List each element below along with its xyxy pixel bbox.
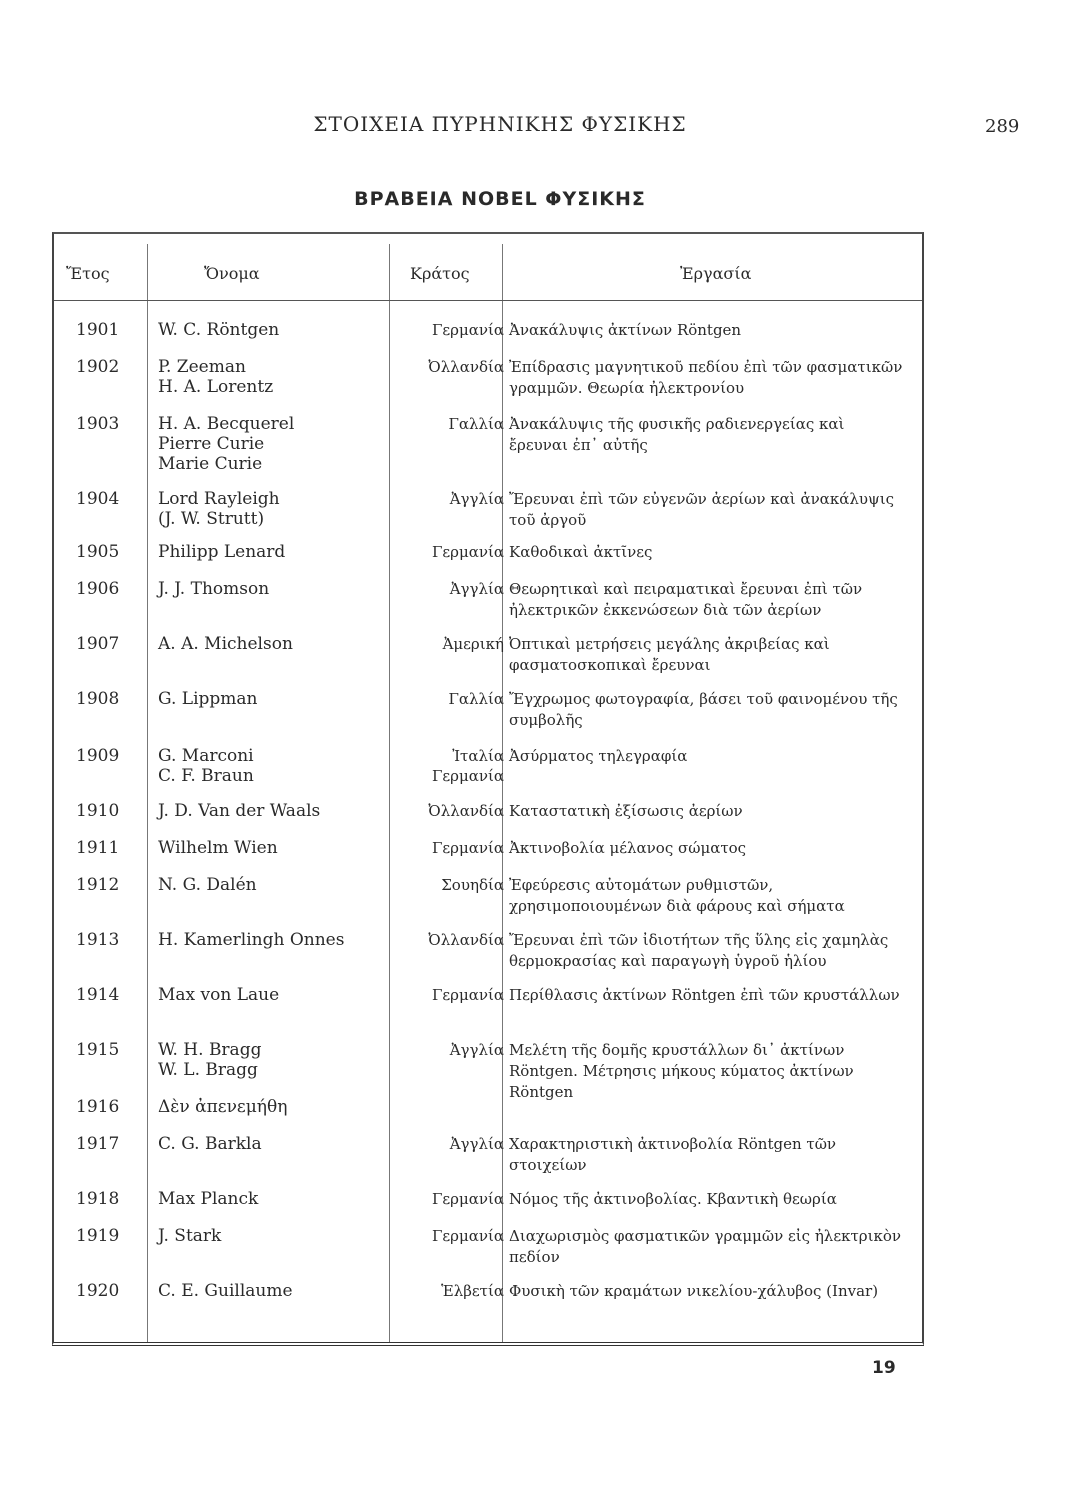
year-cell: 1902 — [76, 357, 120, 377]
year-cell: 1907 — [76, 634, 120, 654]
country-cell — [384, 1226, 504, 1246]
country-cell — [384, 801, 504, 821]
country-name: Γαλλία — [448, 690, 504, 708]
work-cell: Χαρακτηριστικὴ ἀκτινοβολία Röntgen τῶν στοιχείων — [509, 1135, 837, 1174]
laureate-name: H. A. Lorentz — [158, 377, 274, 397]
header-name: Ὄνομα — [204, 264, 260, 283]
laureate-name: C. F. Braun — [158, 766, 254, 786]
country-cell — [384, 985, 504, 1005]
country-name: Γερμανία — [431, 543, 504, 561]
name-cell — [158, 489, 392, 529]
work-cell: Ἐπίδρασις μαγνητικοῦ πεδίου ἐπὶ τῶν φασματικῶν γραμμῶν. Θεωρία ἠλεκτρονίου — [509, 358, 903, 397]
country-name: Ὀλλανδία — [428, 802, 504, 820]
country-cell — [384, 489, 504, 509]
name-cell — [158, 746, 392, 786]
name-cell — [158, 357, 392, 397]
nobel-table — [52, 232, 924, 1346]
work-cell: Ἀκτινοβολία μέλανος σώματος — [509, 839, 747, 857]
header-rule — [54, 300, 922, 301]
laureate-name: Lord Rayleigh — [158, 489, 280, 509]
year-cell: 1919 — [76, 1226, 120, 1246]
country-cell — [384, 875, 504, 895]
country-cell — [384, 357, 504, 377]
laureate-name: J. J. Thomson — [158, 579, 270, 599]
laureate-name: J. D. Van der Waals — [158, 801, 321, 821]
work-cell: Καταστατικὴ ἐξίσωσις ἀερίων — [509, 802, 743, 820]
year-cell: 1908 — [76, 689, 120, 709]
country-cell — [384, 320, 504, 340]
country-name: Γερμανία — [431, 767, 504, 785]
work-cell: Ἀνακάλυψις ἀκτίνων Röntgen — [509, 321, 742, 339]
work-cell: Ἔρευναι ἐπὶ τῶν εὐγενῶν ἀερίων καὶ ἀνακάλυψις τοῦ ἀργοῦ — [509, 490, 894, 529]
column-divider — [502, 244, 503, 1342]
laureate-name: Wilhelm Wien — [158, 838, 278, 858]
name-cell — [158, 801, 392, 821]
name-cell — [158, 1226, 392, 1246]
table-title: ΒΡΑΒΕΙΑ NOBEL ΦΥΣΙΚΗΣ — [354, 188, 646, 210]
laureate-name: W. L. Bragg — [158, 1060, 258, 1080]
country-name: Ἀγγλία — [449, 490, 504, 508]
name-cell — [158, 1189, 392, 1209]
name-cell — [158, 1134, 392, 1154]
running-head: ΣΤΟΙΧΕΙΑ ΠΥΡΗΝΙΚΗΣ ΦΥΣΙΚΗΣ — [313, 112, 687, 136]
column-divider — [147, 244, 148, 1342]
country-name: Γερμανία — [431, 839, 504, 857]
year-cell: 1914 — [76, 985, 120, 1005]
country-name: Ὀλλανδία — [428, 358, 504, 376]
country-name: Γερμανία — [431, 986, 504, 1004]
year-cell: 1909 — [76, 746, 120, 766]
work-cell: Θεωρητικαὶ καὶ πειραματικαὶ ἔρευναι ἐπὶ τῶν ἠλεκτρικῶν ἐκκενώσεων διὰ τῶν ἀερίων — [509, 580, 863, 619]
country-name: Ἀγγλία — [449, 1041, 504, 1059]
work-cell: Ἔγχρωμος φωτογραφία, βάσει τοῦ φαινομένου τῆς συμβολῆς — [509, 690, 898, 729]
country-name: Ἀγγλία — [449, 1135, 504, 1153]
laureate-name: Max Planck — [158, 1189, 259, 1209]
year-cell: 1915 — [76, 1040, 120, 1060]
name-cell — [158, 985, 392, 1005]
page-number: 289 — [985, 116, 1020, 137]
laureate-name: Marie Curie — [158, 454, 263, 474]
country-cell — [384, 579, 504, 599]
work-cell: Ὀπτικαὶ μετρήσεις μεγάλης ἀκριβείας καὶ φασματοσκοπικαὶ ἔρευναι — [509, 635, 830, 674]
country-cell — [384, 746, 504, 786]
country-cell — [384, 1281, 504, 1301]
name-cell — [158, 689, 392, 709]
country-name: Γερμανία — [431, 321, 504, 339]
country-cell — [384, 1040, 504, 1060]
year-cell: 1910 — [76, 801, 120, 821]
laureate-name: G. Marconi — [158, 746, 254, 766]
work-cell: Μελέτη τῆς δομῆς κρυστάλλων δι᾽ ἀκτίνων Röntgen. Μέτρησις μήκους κύματος ἀκτίνων Röntgen — [509, 1041, 854, 1101]
laureate-name: W. H. Bragg — [158, 1040, 262, 1060]
laureate-name: Philipp Lenard — [158, 542, 286, 562]
year-cell: 1904 — [76, 489, 120, 509]
country-cell — [384, 689, 504, 709]
work-cell: Ἔρευναι ἐπὶ τῶν ἰδιοτήτων τῆς ὕλης εἰς χαμηλὰς θερμοκρασίας καὶ παραγωγὴ ὑγροῦ ἡλίου — [509, 931, 889, 970]
signature-number: 19 — [872, 1358, 896, 1378]
laureate-name: Pierre Curie — [158, 434, 265, 454]
name-cell — [158, 634, 392, 654]
year-cell: 1916 — [76, 1097, 120, 1117]
work-cell: Διαχωρισμὸς φασματικῶν γραμμῶν εἰς ἠλεκτρικὸν πεδίον — [509, 1227, 901, 1266]
country-cell — [384, 634, 504, 654]
laureate-name: H. A. Becquerel — [158, 414, 295, 434]
year-cell: 1911 — [76, 838, 120, 858]
laureate-name: C. G. Barkla — [158, 1134, 262, 1154]
work-cell: Ἐφεύρεσις αὐτομάτων ρυθμιστῶν, χρησιμοποιουμένων διὰ φάρους καὶ σήματα — [509, 876, 845, 915]
country-cell — [384, 1189, 504, 1209]
country-name: Ἑλβετία — [441, 1282, 504, 1300]
work-cell: Νόμος τῆς ἀκτινοβολίας. Κβαντικὴ θεωρία — [509, 1190, 837, 1208]
work-cell: Ἀσύρματος τηλεγραφία — [509, 747, 688, 765]
name-cell — [158, 579, 392, 599]
column-divider — [389, 244, 390, 1342]
year-cell: 1905 — [76, 542, 120, 562]
country-name: Ἰταλία — [452, 747, 504, 765]
year-cell: 1912 — [76, 875, 120, 895]
country-name: Γερμανία — [431, 1190, 504, 1208]
laureate-name: J. Stark — [158, 1226, 222, 1246]
laureate-name: G. Lippman — [158, 689, 258, 709]
name-cell — [158, 930, 392, 950]
name-cell — [158, 320, 392, 340]
laureate-name: C. E. Guillaume — [158, 1281, 293, 1301]
laureate-name: P. Zeeman — [158, 357, 246, 377]
work-cell: Φυσικὴ τῶν κραμάτων νικελίου-χάλυβος (Invar) — [509, 1282, 879, 1300]
year-cell: 1913 — [76, 930, 120, 950]
year-cell: 1917 — [76, 1134, 120, 1154]
header-country: Κράτος — [410, 264, 470, 283]
laureate-name: W. C. Röntgen — [158, 320, 280, 340]
laureate-name: Max von Laue — [158, 985, 280, 1005]
laureate-name: H. Kamerlingh Onnes — [158, 930, 345, 950]
header-work: Ἐργασία — [680, 264, 752, 283]
country-name: Σουηδία — [441, 876, 504, 894]
country-cell — [384, 838, 504, 858]
country-name: Ὀλλανδία — [428, 931, 504, 949]
name-cell — [158, 1281, 392, 1301]
name-cell — [158, 1097, 392, 1117]
country-cell — [384, 930, 504, 950]
work-cell: Καθοδικαὶ ἀκτῖνες — [509, 543, 653, 561]
year-cell: 1901 — [76, 320, 120, 340]
country-name: Ἀμερική — [442, 635, 504, 653]
year-cell: 1918 — [76, 1189, 120, 1209]
country-cell — [384, 542, 504, 562]
name-cell — [158, 1040, 392, 1080]
name-cell — [158, 875, 392, 895]
country-cell — [384, 1134, 504, 1154]
laureate-name: Δὲν ἀπενεμήθη — [158, 1097, 288, 1117]
laureate-name: (J. W. Strutt) — [158, 509, 265, 529]
name-cell — [158, 542, 392, 562]
work-cell: Περίθλασις ἀκτίνων Röntgen ἐπὶ τῶν κρυστάλλων — [509, 986, 900, 1004]
country-name: Γερμανία — [431, 1227, 504, 1245]
country-name: Ἀγγλία — [449, 580, 504, 598]
header-year: Ἔτος — [66, 264, 110, 283]
laureate-name: A. A. Michelson — [158, 634, 293, 654]
year-cell: 1920 — [76, 1281, 120, 1301]
country-name: Γαλλία — [448, 415, 504, 433]
country-cell — [384, 414, 504, 434]
name-cell — [158, 414, 392, 474]
work-cell: Ἀνακάλυψις τῆς φυσικῆς ραδιενεργείας καὶ ἔρευναι ἐπ᾽ αὐτῆς — [509, 415, 845, 454]
year-cell: 1906 — [76, 579, 120, 599]
year-cell: 1903 — [76, 414, 120, 434]
name-cell — [158, 838, 392, 858]
laureate-name: N. G. Dalén — [158, 875, 257, 895]
